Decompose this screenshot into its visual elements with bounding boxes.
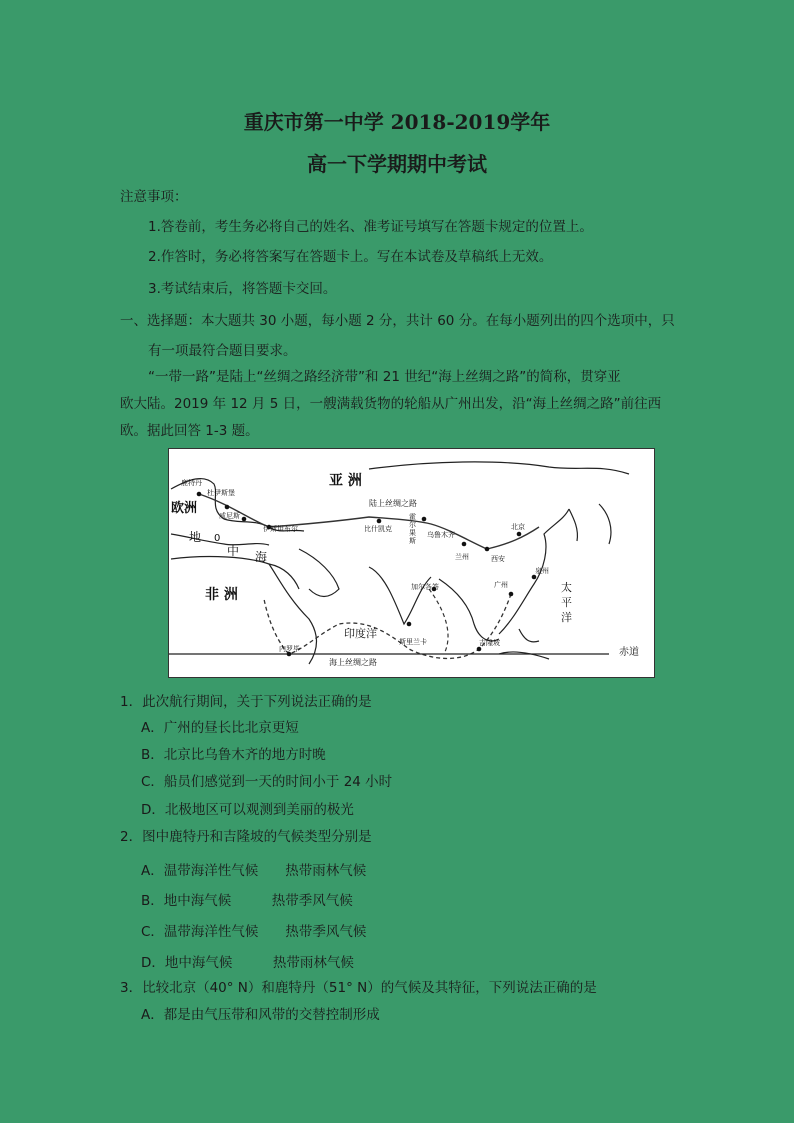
- label-horgos-1: 霍: [409, 513, 416, 521]
- label-beijing: 北京: [511, 523, 525, 531]
- q1-stem: 1．此次航行期间，关于下列说法正确的是: [120, 694, 372, 710]
- label-kolkata: 加尔各答: [411, 583, 439, 591]
- notes-heading: 注意事项：: [120, 189, 188, 205]
- label-pacific-3: 洋: [561, 611, 572, 624]
- label-africa: 非 洲: [205, 587, 238, 603]
- q3-option-a: A．都是由气压带和风带的交替控制形成: [141, 1007, 380, 1023]
- label-horgos-4: 斯: [409, 537, 416, 545]
- section-heading-line2: 有一项最符合题目要求。: [148, 343, 297, 359]
- label-venice: 威尼斯: [219, 512, 240, 520]
- coastlines: [171, 462, 629, 664]
- label-equator: 赤道: [619, 647, 639, 658]
- label-horgos-2: 尔: [409, 521, 416, 529]
- label-med-o: 0: [214, 533, 221, 544]
- label-guangzhou: 广州: [494, 581, 508, 589]
- label-kuala-lumpur: 吉隆坡: [479, 639, 500, 647]
- label-asia: 亚 洲: [329, 473, 362, 489]
- label-urumqi: 乌鲁木齐: [427, 531, 455, 539]
- section-heading-line1: 一、选择题：本大题共 30 小题，每小题 2 分，共计 60 分。在每小题列出的四个选项中，只: [120, 313, 675, 329]
- label-sea-silk-road: 海上丝绸之路: [329, 658, 377, 667]
- label-lanzhou: 兰州: [455, 553, 469, 561]
- label-colombo: 斯里兰卡: [399, 638, 427, 646]
- passage-line2: 欧大陆。2019 年 12 月 5 日，一艘满载货物的轮船从广州出发，沿“海上丝绸之路”前往西: [120, 396, 662, 412]
- sea-silk-road-route: [264, 594, 511, 658]
- label-med-1: 地: [189, 530, 202, 544]
- q2-stem: 2．图中鹿特丹和吉隆坡的气候类型分别是: [120, 829, 372, 845]
- label-nairobi: 内罗毕: [279, 645, 300, 653]
- label-europe: 欧洲: [171, 501, 198, 516]
- label-quanzhou: 泉州: [535, 567, 549, 575]
- q2-option-d: D．地中海气候 热带雨林气候: [141, 955, 354, 971]
- q2-option-a: A．温带海洋性气候 热带雨林气候: [141, 863, 367, 879]
- q2-option-c: C．温带海洋性气候 热带季风气候: [141, 924, 367, 940]
- label-indian-ocean: 印度洋: [344, 627, 377, 640]
- label-med-3: 海: [255, 550, 268, 564]
- note-item-1: 1.答卷前，考生务必将自己的姓名、准考证号填写在答题卡规定的位置上。: [148, 219, 593, 235]
- q1-option-d: D．北极地区可以观测到美丽的极光: [141, 802, 354, 818]
- label-pacific-1: 太: [561, 581, 572, 594]
- exam-title-line1: 重庆市第一中学 2018-2019学年: [243, 110, 551, 134]
- label-rotterdam: 鹿特丹: [181, 479, 202, 487]
- label-med-2: 中: [227, 544, 240, 558]
- passage-line3: 欧。据此回答 1-3 题。: [120, 423, 259, 439]
- label-xian: 西安: [491, 555, 505, 563]
- label-pacific-2: 平: [561, 596, 572, 609]
- label-bishkek: 比什凯克: [364, 525, 392, 533]
- belt-road-map: [168, 448, 655, 678]
- q1-option-a: A．广州的昼长比北京更短: [141, 720, 299, 736]
- note-item-3: 3.考试结束后，将答题卡交回。: [148, 281, 337, 297]
- label-horgos-3: 果: [409, 529, 416, 537]
- passage-line1: “一带一路”是陆上“丝绸之路经济带”和 21 世纪“海上丝绸之路”的简称，贯穿亚: [148, 369, 621, 385]
- q1-option-b: B．北京比乌鲁木齐的地方时晚: [141, 747, 326, 763]
- q3-stem: 3．比较北京（40° N）和鹿特丹（51° N）的气候及其特征，下列说法正确的是: [120, 980, 597, 996]
- label-land-silk-road: 陆上丝绸之路: [369, 499, 417, 508]
- q2-option-b: B．地中海气候 热带季风气候: [141, 893, 353, 909]
- label-istanbul: 伊斯坦布尔: [263, 525, 298, 533]
- q1-option-c: C．船员们感觉到一天的时间小于 24 小时: [141, 774, 393, 790]
- label-duisburg: 杜伊斯堡: [207, 489, 235, 497]
- exam-title-line2: 高一下学期期中考试: [307, 152, 487, 176]
- note-item-2: 2.作答时，务必将答案写在答题卡上。写在本试卷及草稿纸上无效。: [148, 249, 553, 265]
